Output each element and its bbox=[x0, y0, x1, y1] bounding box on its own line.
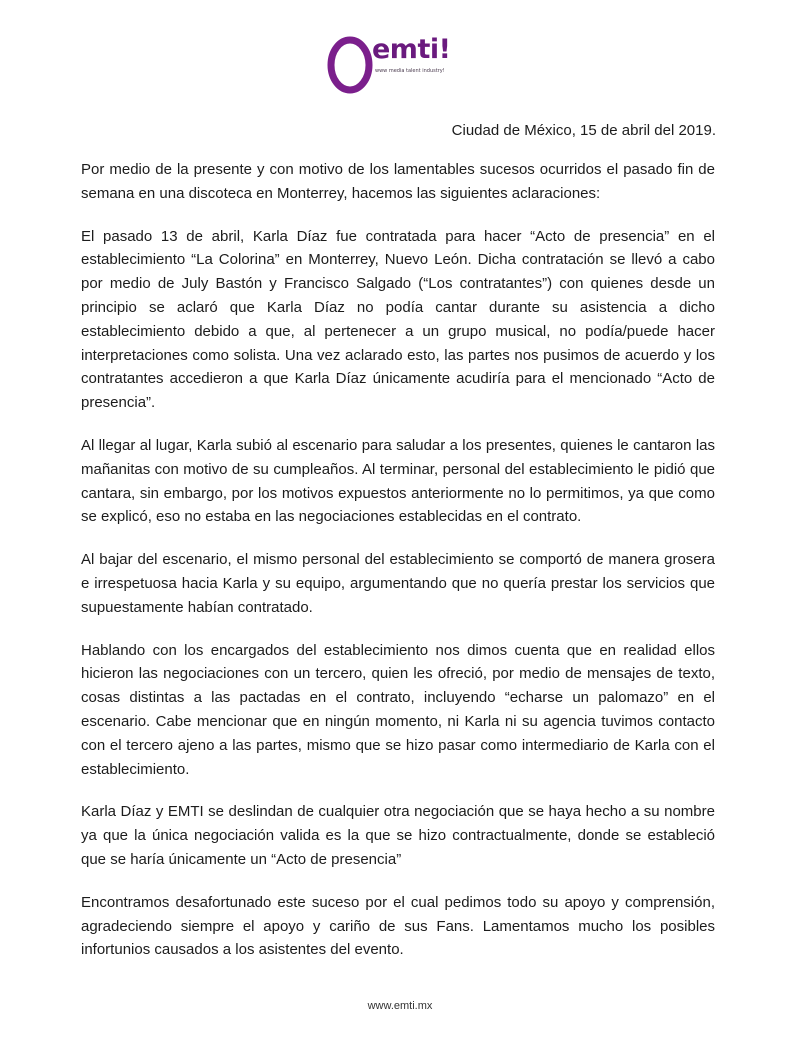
paragraph-disclaimer: Karla Díaz y EMTI se deslindan de cualquier otra negociación que se haya hecho a su nombre ya que la única negociación valida es la que se hizo contractualmente, donde se estableció que se haría únicamente un “Acto de presencia” bbox=[81, 803, 715, 868]
paragraph-third-party: Hablando con los encargados del establecimiento nos dimos cuenta que en realidad ellos hicieron las negociaciones con un tercero, quien les ofreció, por medio de mensajes de texto, cosas distintas a las pactadas en el contrato, incluyendo “echarse un palomazo” en el escenario. Cabe mencionar que en ningún momento, ni Karla ni su agencia tuvimos contacto con el tercero ajeno a las partes, mismo que se hizo pasar como intermediario de Karla con el establecimiento. bbox=[81, 641, 715, 778]
footer-website: www.emti.mx bbox=[367, 1000, 433, 1012]
letter-body bbox=[81, 158, 715, 981]
logo-ring-icon bbox=[326, 32, 374, 98]
paragraph-contract: El pasado 13 de abril, Karla Díaz fue contratada para hacer “Acto de presencia” en el establecimiento “La Colorina” en Monterrey, Nuevo León. Dicha contratación se llevó a cabo por medio de July Bastón y Francisco Salgado (“Los contratantes”) con quienes desde un principio se aclaró que Karla Díaz no podía cantar durante su asistencia a dicho establecimiento debido a que, al pertenecer a un grupo musical, no podía/puede hacer interpretaciones como solista. Una vez aclarado esto, las partes nos pusimos de acuerdo y los contratantes accedieron a que Karla Díaz únicamente acudiría para el mencionado “Acto de presencia”. bbox=[81, 227, 715, 412]
paragraph-intro: Por medio de la presente y con motivo de los lamentables sucesos ocurridos el pasado fin de semana en una discoteca en Monterrey, hacemos las siguientes aclaraciones: bbox=[81, 161, 715, 202]
paragraph-closing: Encontramos desafortunado este suceso por el cual pedimos todo su apoyo y comprensión, agradeciendo siempre el apoyo y cariño de sus Fans. Lamentamos mucho los posibles infortunios causados a los asistentes del evento. bbox=[81, 893, 715, 959]
logo-tagline: www media talent industry! bbox=[375, 68, 445, 74]
emti-logo bbox=[326, 32, 526, 102]
paragraph-arrival: Al llegar al lugar, Karla subió al escenario para saludar a los presentes, quienes le cantaron las mañanitas con motivo de su cumpleaños. Al terminar, personal del establecimiento le pidió que cantara, sin embargo, por los motivos expuestos anteriormente no lo permitimos, ya que como se explicó, eso no estaba en las negociaciones establecidas en el contrato. bbox=[81, 436, 715, 526]
letter-date: Ciudad de México, 15 de abril del 2019. bbox=[451, 122, 716, 139]
logo-wordmark: emti! bbox=[372, 34, 451, 65]
paragraph-staff-behavior: Al bajar del escenario, el mismo personal del establecimiento se comportó de manera grosera e irrespetuosa hacia Karla y su equipo, argumentando que no quería prestar los servicios que supuestamente habían contratado. bbox=[81, 551, 715, 616]
